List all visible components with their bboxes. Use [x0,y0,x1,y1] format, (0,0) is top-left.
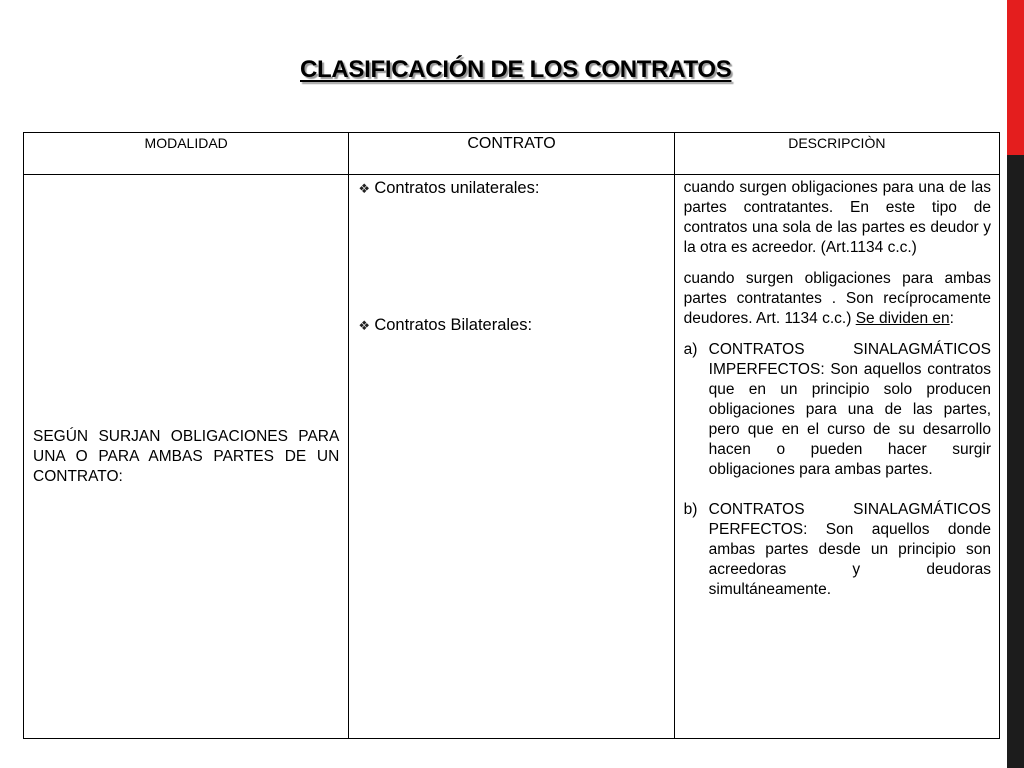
descripcion-bilateral [684,269,991,329]
list-item-perfectos [684,500,991,600]
table-row [24,175,1000,739]
se-dividen-link: Se dividen en [855,310,950,327]
list-text-imperfectos: CONTRATOS SINALAGMÁTICOS IMPERFECTOS: Son aquellos contratos que en un principio solo producen obligaciones para una de las partes, pero que en el curso de su desarrollo hacen o pueden hacer surgir obligaciones para ambas partes. [708,341,991,478]
contrato-label-bilateral: Contratos Bilaterales: [374,316,533,334]
contrato-cell [349,175,674,739]
diamond-bullet-icon: ❖ [358,318,370,333]
accent-bar-dark [1007,155,1024,768]
list-label-a: a) [683,341,698,358]
list-label-b: b) [683,501,698,518]
header-modalidad: MODALIDAD [24,133,349,175]
table-header-row [24,133,1000,175]
page-title: CLASIFICACIÓN DE LOS CONTRATOS [300,56,732,83]
descripcion-bilateral-colon: : [949,310,954,327]
header-contrato: CONTRATO [349,133,674,175]
contracts-table [23,132,1000,739]
diamond-bullet-icon: ❖ [358,181,370,196]
descripcion-cell [674,175,999,739]
modalidad-cell [24,175,349,739]
list-text-perfectos: CONTRATOS SINALAGMÁTICOS PERFECTOS: Son aquellos donde ambas partes desde un principio son acreedoras y deudoras simultáneamente. [708,501,991,598]
contrato-label-unilateral: Contratos unilaterales: [374,179,540,197]
accent-bar-red [1007,0,1024,155]
descripcion-unilateral: cuando surgen obligaciones para una de las partes contratantes. En este tipo de contratos una sola de las partes es deudor y la otra es acreedor. (Art.1134 c.c.) [683,179,991,256]
header-descripcion: DESCRIPCIÒN [674,133,999,175]
contrato-item-unilateral [358,179,539,198]
modalidad-text: SEGÚN SURJAN OBLIGACIONES PARA UNA O PARA AMBAS PARTES DE UN CONTRATO: [33,427,340,485]
list-item-imperfectos [684,340,991,480]
descripcion-bilateral-intro: cuando surgen obligaciones para ambas partes contratantes . Son recíprocamente deudores. Art. 1134 c.c.) [683,270,991,327]
contrato-item-bilateral [358,316,532,335]
